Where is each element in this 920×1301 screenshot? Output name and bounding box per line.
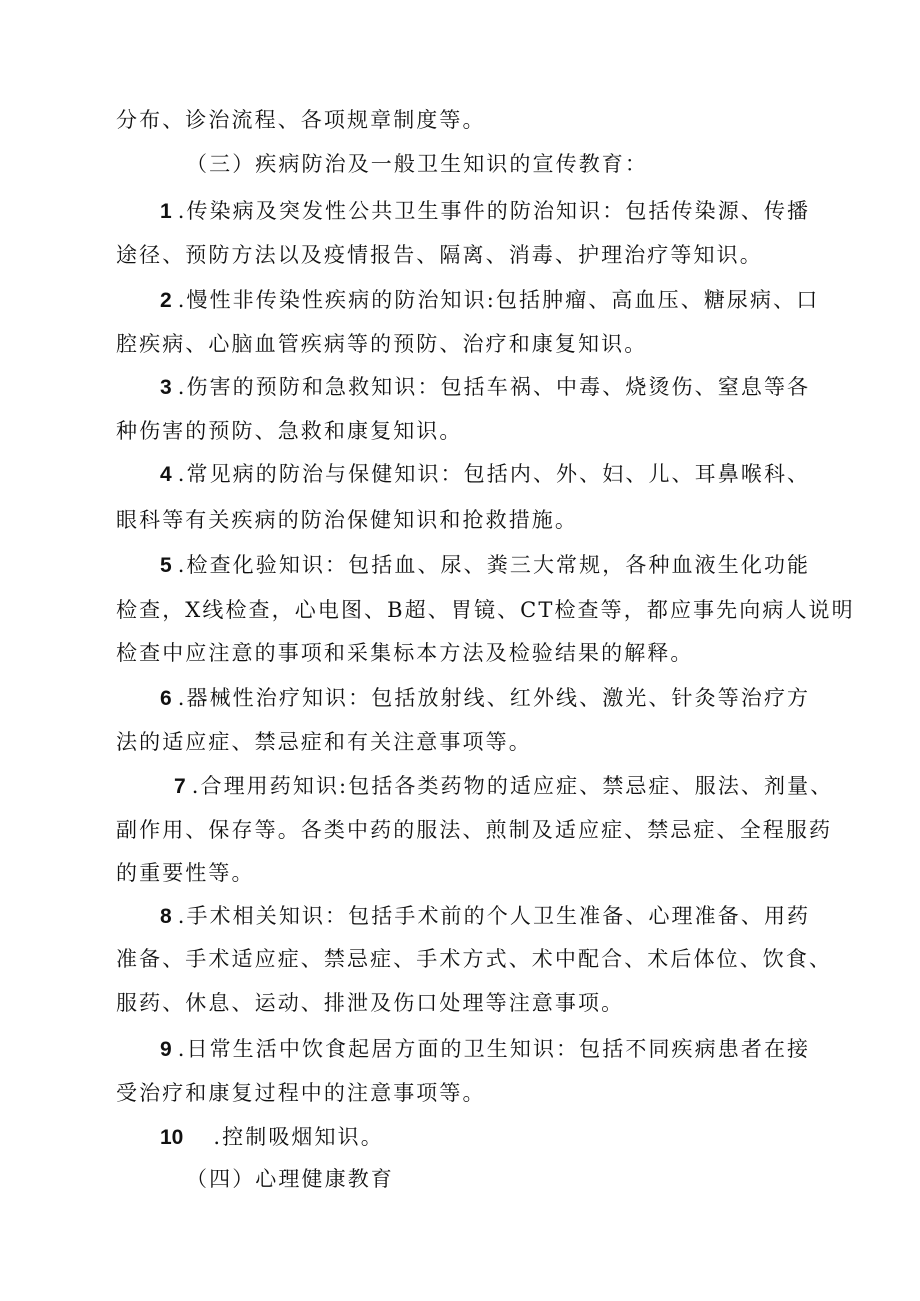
text-line: 途径、预防方法以及疫情报告、隔离、消毒、护理治疗等知识。: [116, 243, 763, 267]
list-item-text: .控制吸烟知识。: [213, 1125, 384, 1149]
text-line: 法的适应症、禁忌症和有关注意事项等。: [116, 730, 532, 754]
list-number: 8: [160, 905, 172, 928]
list-item-text: .合理用药知识:包括各类药物的适应症、禁忌症、服法、剂量、: [191, 774, 834, 798]
list-item-line: [174, 771, 833, 802]
list-number: 1: [160, 200, 172, 223]
text-line: 的重要性等。: [116, 861, 255, 885]
list-number: 5: [160, 554, 172, 577]
list-item-line: [160, 372, 810, 403]
list-item-text: .常见病的防治与保健知识：包括内、外、妇、儿、耳鼻喉科、: [177, 462, 811, 486]
list-item-line: [160, 196, 810, 227]
text-line: 种伤害的预防、急救和康复知识。: [116, 419, 463, 443]
list-number: 3: [160, 376, 172, 399]
text-line: 准备、手术适应症、禁忌症、手术方式、术中配合、术后体位、饮食、: [116, 947, 833, 971]
section-heading: （四）心理健康教育: [186, 1167, 394, 1191]
list-item-text: .伤害的预防和急救知识：包括车祸、中毒、烧烫伤、窒息等各: [177, 375, 811, 399]
list-item-line: [160, 1122, 384, 1153]
list-item-line: [160, 550, 810, 581]
list-item-line: [160, 683, 810, 714]
text-line: 受治疗和康复过程中的注意事项等。: [116, 1081, 486, 1105]
list-number: 6: [160, 687, 172, 710]
text-line: 腔疾病、心脑血管疾病等的预防、治疗和康复知识。: [116, 332, 648, 356]
list-item-text: .慢性非传染性疾病的防治知识:包括肿瘤、高血压、糖尿病、口: [177, 288, 820, 312]
list-item-text: .日常生活中饮食起居方面的卫生知识：包括不同疾病患者在接: [177, 1037, 811, 1061]
list-item-text: .手术相关知识：包括手术前的个人卫生准备、心理准备、用药: [177, 904, 811, 928]
list-number: 9: [160, 1038, 172, 1061]
list-item-text: .器械性治疗知识：包括放射线、红外线、激光、针灸等治疗方: [177, 686, 811, 710]
list-item-text: .检查化验知识：包括血、尿、粪三大常规，各种血液生化功能: [177, 553, 811, 577]
list-item-line: [160, 285, 819, 316]
text-line: 服药、休息、运动、排泄及伤口处理等注意事项。: [116, 991, 625, 1015]
section-heading: （三）疾病防治及一般卫生知识的宣传教育：: [186, 152, 648, 176]
text-line: 分布、诊治流程、各项规章制度等。: [116, 108, 486, 132]
list-item-line: [160, 459, 810, 490]
list-number: 10: [160, 1126, 184, 1149]
list-number: 2: [160, 289, 172, 312]
list-number: 7: [174, 775, 186, 798]
list-item-text: .传染病及突发性公共卫生事件的防治知识：包括传染源、传播: [177, 199, 811, 223]
text-line: 检查，X线检查，心电图、B超、胃镜、CT检查等，都应事先向病人说明: [116, 598, 855, 622]
text-line: 副作用、保存等。各类中药的服法、煎制及适应症、禁忌症、全程服药: [116, 818, 833, 842]
text-line: 检查中应注意的事项和采集标本方法及检验结果的解释。: [116, 641, 694, 665]
list-item-line: [160, 901, 810, 932]
list-item-line: [160, 1034, 810, 1065]
text-line: 眼科等有关疾病的防治保健知识和抢救措施。: [116, 508, 578, 532]
list-number: 4: [160, 463, 172, 486]
